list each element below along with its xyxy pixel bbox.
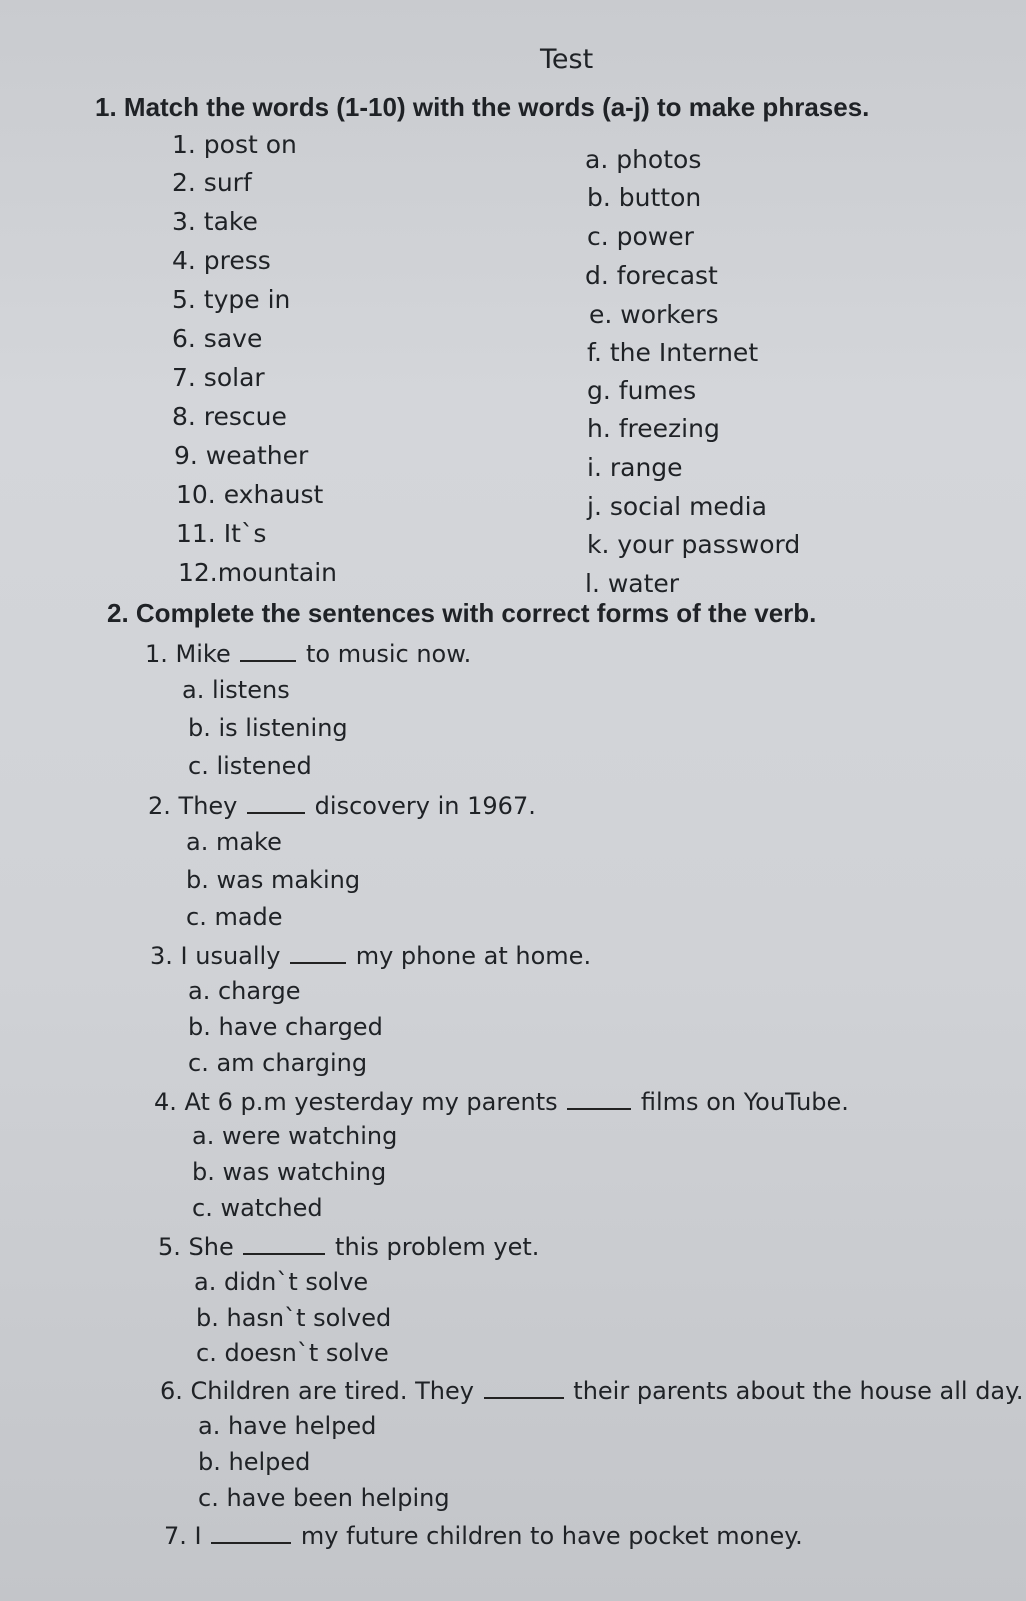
match-right-item: e. workers bbox=[589, 300, 719, 329]
match-right-item: l. water bbox=[585, 569, 680, 598]
question-6: 6. Children are tired. They their parents about the house all day. bbox=[160, 1377, 1024, 1405]
answer-blank[interactable] bbox=[211, 1520, 291, 1544]
page-title: Test bbox=[540, 44, 594, 75]
option: a. didn`t solve bbox=[194, 1268, 369, 1296]
answer-blank[interactable] bbox=[243, 1231, 325, 1255]
option: b. is listening bbox=[188, 714, 348, 742]
option: b. was making bbox=[186, 866, 361, 894]
match-right-item: h. freezing bbox=[587, 414, 720, 443]
option: c. am charging bbox=[188, 1049, 368, 1077]
question-5: 5. She this problem yet. bbox=[158, 1233, 540, 1261]
section2-heading: 2. Complete the sentences with correct forms of the verb. bbox=[107, 598, 817, 628]
match-left-item: 8. rescue bbox=[172, 402, 287, 431]
match-left-item: 1. post on bbox=[172, 130, 297, 159]
question-2: 2. They discovery in 1967. bbox=[148, 792, 536, 820]
option: a. listens bbox=[182, 676, 290, 704]
match-right-item: f. the Internet bbox=[587, 338, 759, 367]
match-left-item: 11. It`s bbox=[176, 519, 267, 548]
option: a. charge bbox=[188, 977, 301, 1005]
match-right-item: g. fumes bbox=[587, 376, 697, 405]
answer-blank[interactable] bbox=[247, 790, 305, 814]
question-1: 1. Mike to music now. bbox=[145, 640, 472, 668]
match-left-item: 12.mountain bbox=[178, 558, 338, 587]
option: a. make bbox=[186, 828, 282, 856]
answer-blank[interactable] bbox=[484, 1375, 564, 1399]
option: b. was watching bbox=[192, 1158, 387, 1186]
match-right-item: d. forecast bbox=[585, 261, 718, 290]
section1-heading: 1. Match the words (1-10) with the words (a-j) to make phrases. bbox=[95, 92, 870, 122]
option: c. doesn`t solve bbox=[196, 1339, 389, 1367]
question-3: 3. I usually my phone at home. bbox=[150, 942, 592, 970]
match-left-item: 9. weather bbox=[174, 441, 309, 470]
match-left-item: 4. press bbox=[172, 246, 271, 275]
option: c. have been helping bbox=[198, 1484, 450, 1512]
match-left-item: 5. type in bbox=[172, 285, 291, 314]
answer-blank[interactable] bbox=[240, 638, 296, 662]
option: b. helped bbox=[198, 1448, 311, 1476]
option: b. have charged bbox=[188, 1013, 383, 1041]
option: b. hasn`t solved bbox=[196, 1304, 392, 1332]
match-right-item: c. power bbox=[587, 222, 694, 251]
question-7: 7. I my future children to have pocket money. bbox=[164, 1522, 803, 1550]
option: a. were watching bbox=[192, 1122, 398, 1150]
match-left-item: 3. take bbox=[172, 207, 258, 236]
match-right-item: i. range bbox=[587, 453, 683, 482]
question-4: 4. At 6 p.m yesterday my parents films on YouTube. bbox=[154, 1088, 849, 1116]
match-right-item: b. button bbox=[587, 183, 702, 212]
option: c. listened bbox=[188, 752, 312, 780]
option: c. made bbox=[186, 903, 283, 931]
match-right-item: j. social media bbox=[587, 492, 767, 521]
match-left-item: 7. solar bbox=[172, 363, 265, 392]
match-left-item: 10. exhaust bbox=[176, 480, 324, 509]
match-right-item: a. photos bbox=[585, 145, 702, 174]
answer-blank[interactable] bbox=[567, 1086, 631, 1110]
match-left-item: 2. surf bbox=[172, 168, 252, 197]
option: c. watched bbox=[192, 1194, 323, 1222]
option: a. have helped bbox=[198, 1412, 377, 1440]
match-right-item: k. your password bbox=[587, 530, 801, 559]
match-left-item: 6. save bbox=[172, 324, 263, 353]
answer-blank[interactable] bbox=[290, 940, 346, 964]
